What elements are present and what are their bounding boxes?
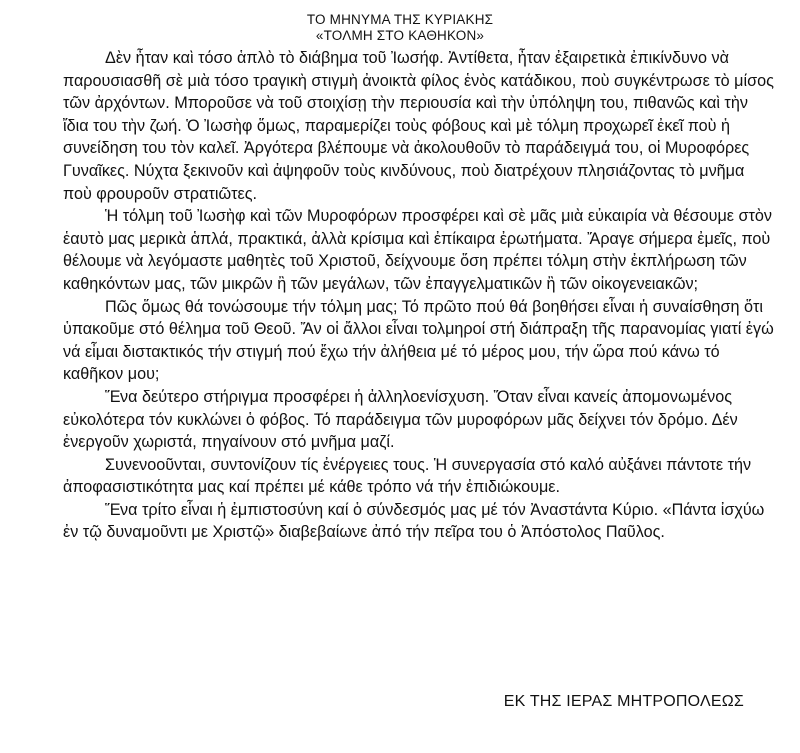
paragraph: Συνενοοῦνται, συντονίζουν τίς ἐνέργειες τους. Ἡ συνεργασία στό καλό αὐξάνει πάντοτε τήν ἀποφασιστικότητα μας καί πρέπει μέ κάθε τρόπο νά τήν ἐπιδιώκουμε. — [63, 455, 752, 497]
paragraph: Ἕνα τρίτο εἶναι ἡ ἐμπιστοσύνη καί ὁ σύνδεσμός μας μέ τόν Ἀναστάντα Κύριο. «Πάντα ἰσχύω ἐν τῷ δυναμοῦντι με Χριστῷ» διαβεβαίωνε ἀπό τήν πεῖρα του ὁ Ἀπόστολος Παῦλος. — [63, 500, 765, 542]
document-subheading: «ΤΟΛΜΗ ΣΤΟ ΚΑΘΗΚΟΝ» — [315, 28, 485, 43]
paragraph: Πῶς ὅμως θά τονώσουμε τήν τόλμη μας; Τό πρῶτο πού θά βοηθήσει εἶναι ἡ συναίσθηση ὅτι ὑπακοῦμε στό θέλημα τοῦ Θεοῦ. Ἄν οἱ ἄλλοι εἶναι τολμηροί στή διάπραξη τῆς παρανομίας γιατί ἐγώ νά εἶμαι διστακτικός τήν στιγμή πού ἔχω τήν ἀλήθεια μέ τό μέρος μου, τήν ὥρα πού κάνω τό καθῆκον μου; — [63, 297, 774, 384]
paragraph: Ἡ τόλμη τοῦ Ἰωσὴφ καὶ τῶν Μυροφόρων προσφέρει καὶ σὲ μᾶς μιὰ εὐκαιρία νὰ θέσουμε στὸν ἑαυτὸ μας μερικὰ ἁπλά, πρακτικά, ἀλλὰ κρίσιμα καὶ ἐπίκαιρα ἐρωτήματα. Ἄραγε σήμερα ἐμεῖς, ποὺ θέλουμε νὰ λεγόμαστε μαθητὲς τοῦ Χριστοῦ, δείχνουμε ὅση πρέπει τόλμη στὴν ἐκπλήρωση τῶν καθηκόντων μας, τῶν μικρῶν ἢ τῶν μεγάλων, τῶν ἐπαγγελματικῶν ἢ τῶν οἰκογενειακῶν; — [63, 207, 772, 293]
document-signature: ΕΚ ΤΗΣ ΙΕΡΑΣ ΜΗΤΡΟΠΟΛΕΩΣ — [503, 693, 744, 710]
paragraph: Δὲν ἦταν καὶ τόσο ἁπλὸ τὸ διάβημα τοῦ Ἰωσήφ. Ἀντίθετα, ἦταν ἐξαιρετικὰ ἐπικίνδυνο νὰ παρουσιασθῆ σὲ μιὰ τόσο τραγικὴ στιγμὴ ἀνοικτὰ φίλος ἑνὸς κατάδικου, ποὺ συγκέντρωσε τὸ μίσος τῶν ἀρχόντων. Μποροῦσε νὰ τοῦ στοιχίσῃ τὴν περιουσία καὶ τὴν ὑπόληψη του, πιθανῶς καὶ τὴν ἴδια του τὴν ζωή. Ὁ Ἰωσὴφ ὅμως, παραμερίζει τοὺς φόβους καὶ μὲ τόλμη προχωρεῖ ἐκεῖ ποὺ ἡ συνείδηση του τὸν καλεῖ. Ἀργότερα βλέπουμε νὰ ἀκολουθοῦν τὸ παράδειγμά του, οἱ Μυροφόρες Γυναῖκες. Νύχτα ξεκινοῦν καὶ ἀψηφοῦν τοὺς κινδύνους, ποὺ διατρέχουν πλησιάζοντας τὸ μνῆμα ποὺ φρουροῦν στρατιῶτες. — [63, 49, 774, 203]
document-heading: ΤΟ ΜΗΝΥΜΑ ΤΗΣ ΚΥΡΙΑΚΗΣ — [306, 12, 494, 27]
document-body — [63, 47, 775, 544]
paragraph: Ἕνα δεύτερο στήριγμα προσφέρει ἡ ἀλληλοενίσχυση. Ὅταν εἶναι κανείς ἀπομονωμένος εὐκολότερα τόν κυκλώνει ὁ φόβος. Τό παράδειγμα τῶν μυροφόρων μᾶς δείχνει τόν δρόμο. Δέν ἐνεργοῦν χωριστά, πηγαίνουν στό μνῆμα μαζί. — [63, 387, 738, 452]
